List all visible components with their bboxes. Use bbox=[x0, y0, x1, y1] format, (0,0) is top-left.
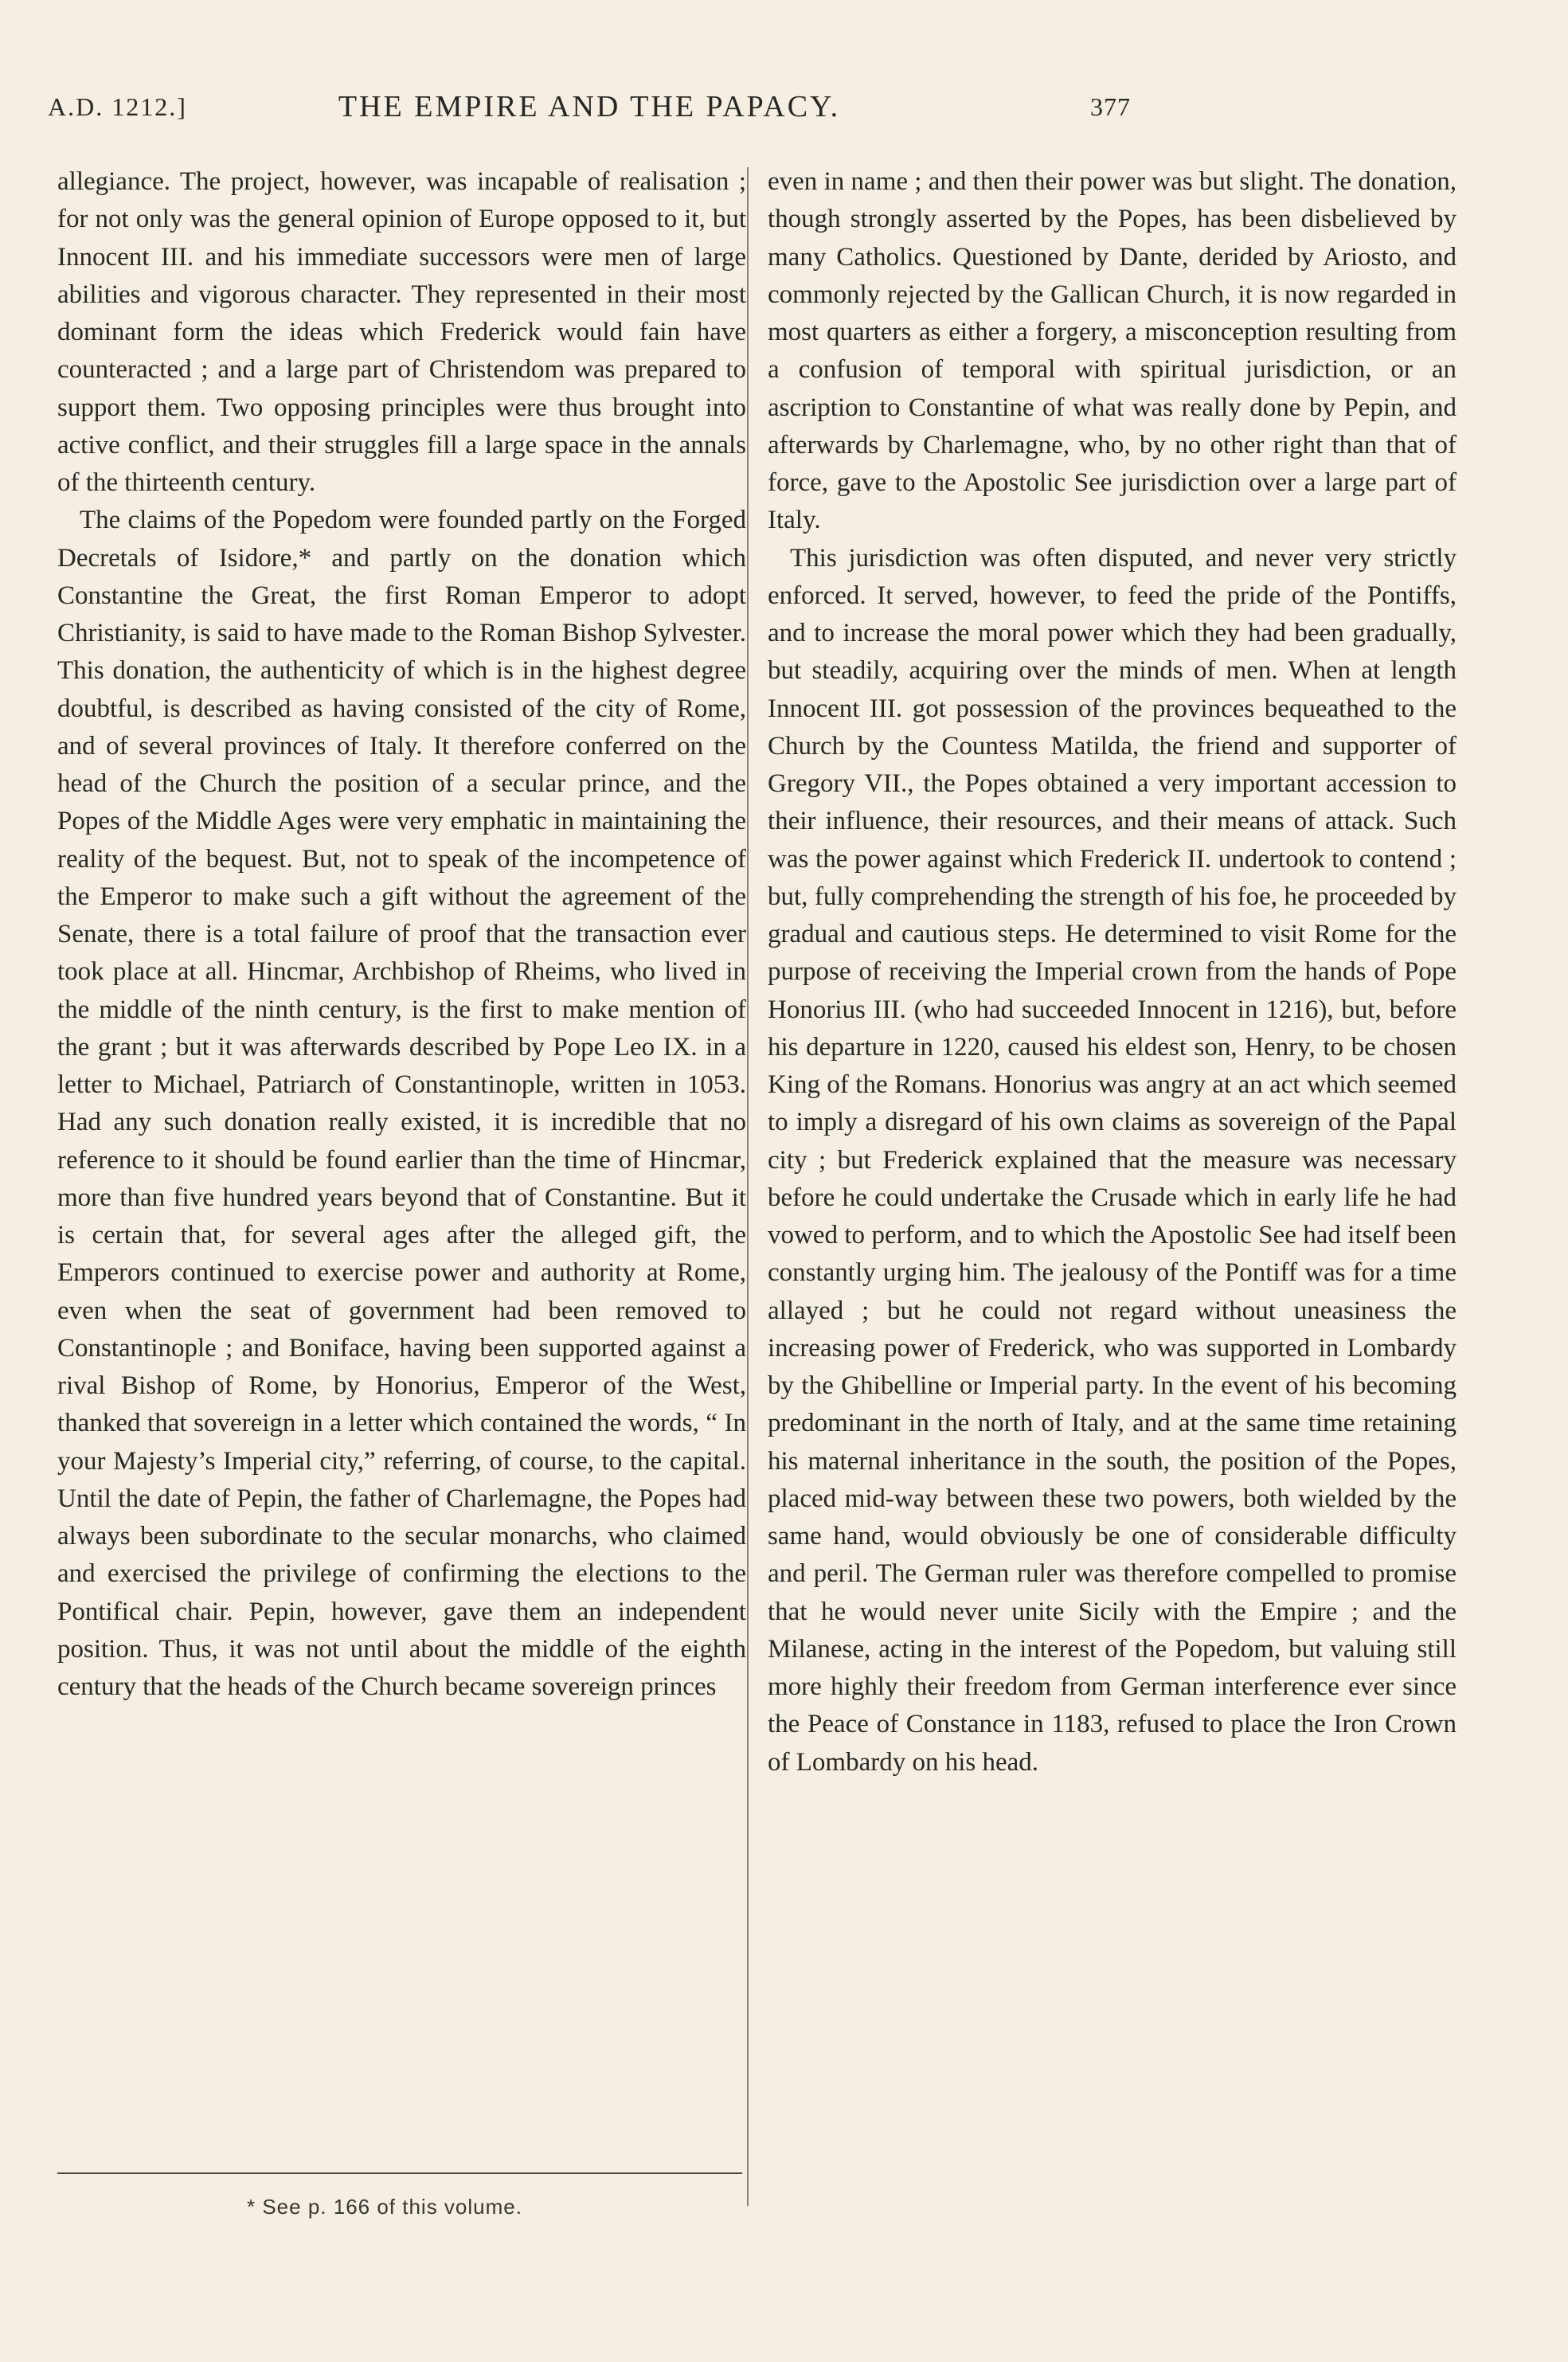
left-column bbox=[57, 163, 746, 1706]
paragraph: This jurisdiction was often disputed, and never very strictly enforced. It served, however, to feed the pride of the Pontiffs, and to increase the moral power which they had been gradually, but steadily, acquiring over the minds of men. When at length Innocent III. got possession of the provinces bequeathed to the Church by the Countess Matilda, the friend and supporter of Gregory VII., the Popes obtained a very important accession to their influence, their resources, and their means of attack. Such was the power against which Frederick II. undertook to contend ; but, fully comprehending the strength of his foe, he proceeded by gradual and cautious steps. He determined to visit Rome for the purpose of receiving the Imperial crown from the hands of Pope Honorius III. (who had succeeded Innocent in 1216), but, before his departure in 1220, caused his eldest son, Henry, to be chosen King of the Romans. Honorius was angry at an act which seemed to imply a disregard of his own claims as sovereign of the Papal city ; but Frederick explained that the measure was necessary before he could undertake the Crusade which in early life he had vowed to perform, and to which the Apostolic See had itself been constantly urging him. The jealousy of the Pontiff was for a time allayed ; but he could not regard without uneasiness the increasing power of Frederick, who was supported in Lombardy by the Ghibelline or Imperial party. In the event of his becoming predominant in the north of Italy, and at the same time retaining his maternal inheritance in the south, the position of the Popes, placed mid-way between these two powers, both wielded by the same hand, would obviously be one of considerable difficulty and peril. The German ruler was therefore compelled to promise that he would never unite Sicily with the Empire ; and the Milanese, acting in the interest of the Popedom, but valuing still more highly their freedom from German interference ever since the Peace of Constance in 1183, refused to place the Iron Crown of Lombardy on his head. bbox=[768, 543, 1457, 1777]
paragraph: allegiance. The project, however, was incapable of realisation ; for not only was the general opinion of Europe opposed to it, but Innocent III. and his immediate successors were men of large abilities and vigorous character. They represented in their most dominant form the ideas which Frederick would fain have counteracted ; and a large part of Christendom was prepared to support them. Two opposing principles were thus brought into active conflict, and their struggles fill a large space in the annals of the thirteenth century. bbox=[57, 167, 746, 497]
column-divider bbox=[747, 167, 749, 2206]
right-column bbox=[768, 163, 1457, 1781]
running-header bbox=[48, 86, 1131, 134]
footnote-rule bbox=[57, 2172, 742, 2174]
header-title: THE EMPIRE AND THE PAPACY. bbox=[338, 90, 841, 123]
paragraph: even in name ; and then their power was but slight. The donation, though strongly asserted by the Popes, has been disbelieved by many Catholics. Questioned by Dante, derided by Ariosto, and commonly rejected by the Gallican Church, it is now regarded in most quarters as either a forgery, a misconception resulting from a confusion of temporal with spiritual jurisdiction, or an ascription to Constantine of what was really done by Pepin, and afterwards by Charlemagne, who, by no other right than that of force, gave to the Apostolic See jurisdiction over a large part of Italy. bbox=[768, 167, 1457, 535]
header-date: A.D. 1212.] bbox=[48, 92, 187, 121]
footnote: * See p. 166 of this volume. bbox=[247, 2195, 522, 2219]
page-number: 377 bbox=[1090, 92, 1131, 121]
paragraph: The claims of the Popedom were founded partly on the Forged Decretals of Isidore,* and partly on the donation which Constantine the Great, the first Roman Emperor to adopt Christianity, is said to have made to the Roman Bishop Sylvester. This donation, the authenticity of which is in the highest degree doubtful, is described as having consisted of the city of Rome, and of several provinces of Italy. It therefore conferred on the head of the Church the position of a secular prince, and the Popes of the Middle Ages were very emphatic in maintaining the reality of the bequest. But, not to speak of the incompetence of the Emperor to make such a gift without the agreement of the Senate, there is a total failure of proof that the transaction ever took place at all. Hincmar, Archbishop of Rheims, who lived in the middle of the ninth century, is the first to make mention of the grant ; but it was afterwards described by Pope Leo IX. in a letter to Michael, Patriarch of Constantinople, written in 1053. Had any such donation really existed, it is incredible that no reference to it should be found earlier than the time of Hincmar, more than five hundred years beyond that of Constantine. But it is certain that, for several ages after the alleged gift, the Emperors continued to exercise power and authority at Rome, even when the seat of government had been removed to Constantinople ; and Boniface, having been supported against a rival Bishop of Rome, by Honorius, Emperor of the West, thanked that sovereign in a letter which contained the words, “ In your Majesty’s Imperial city,” referring, of course, to the capital. Until the date of Pepin, the father of Charlemagne, the Popes had always been subordinate to the secular monarchs, who claimed and exercised the privilege of confirming the elections to the Pontifical chair. Pepin, however, gave them an independent position. Thus, it was not until about the middle of the eighth century that the heads of the Church became sovereign princes bbox=[57, 506, 746, 1701]
